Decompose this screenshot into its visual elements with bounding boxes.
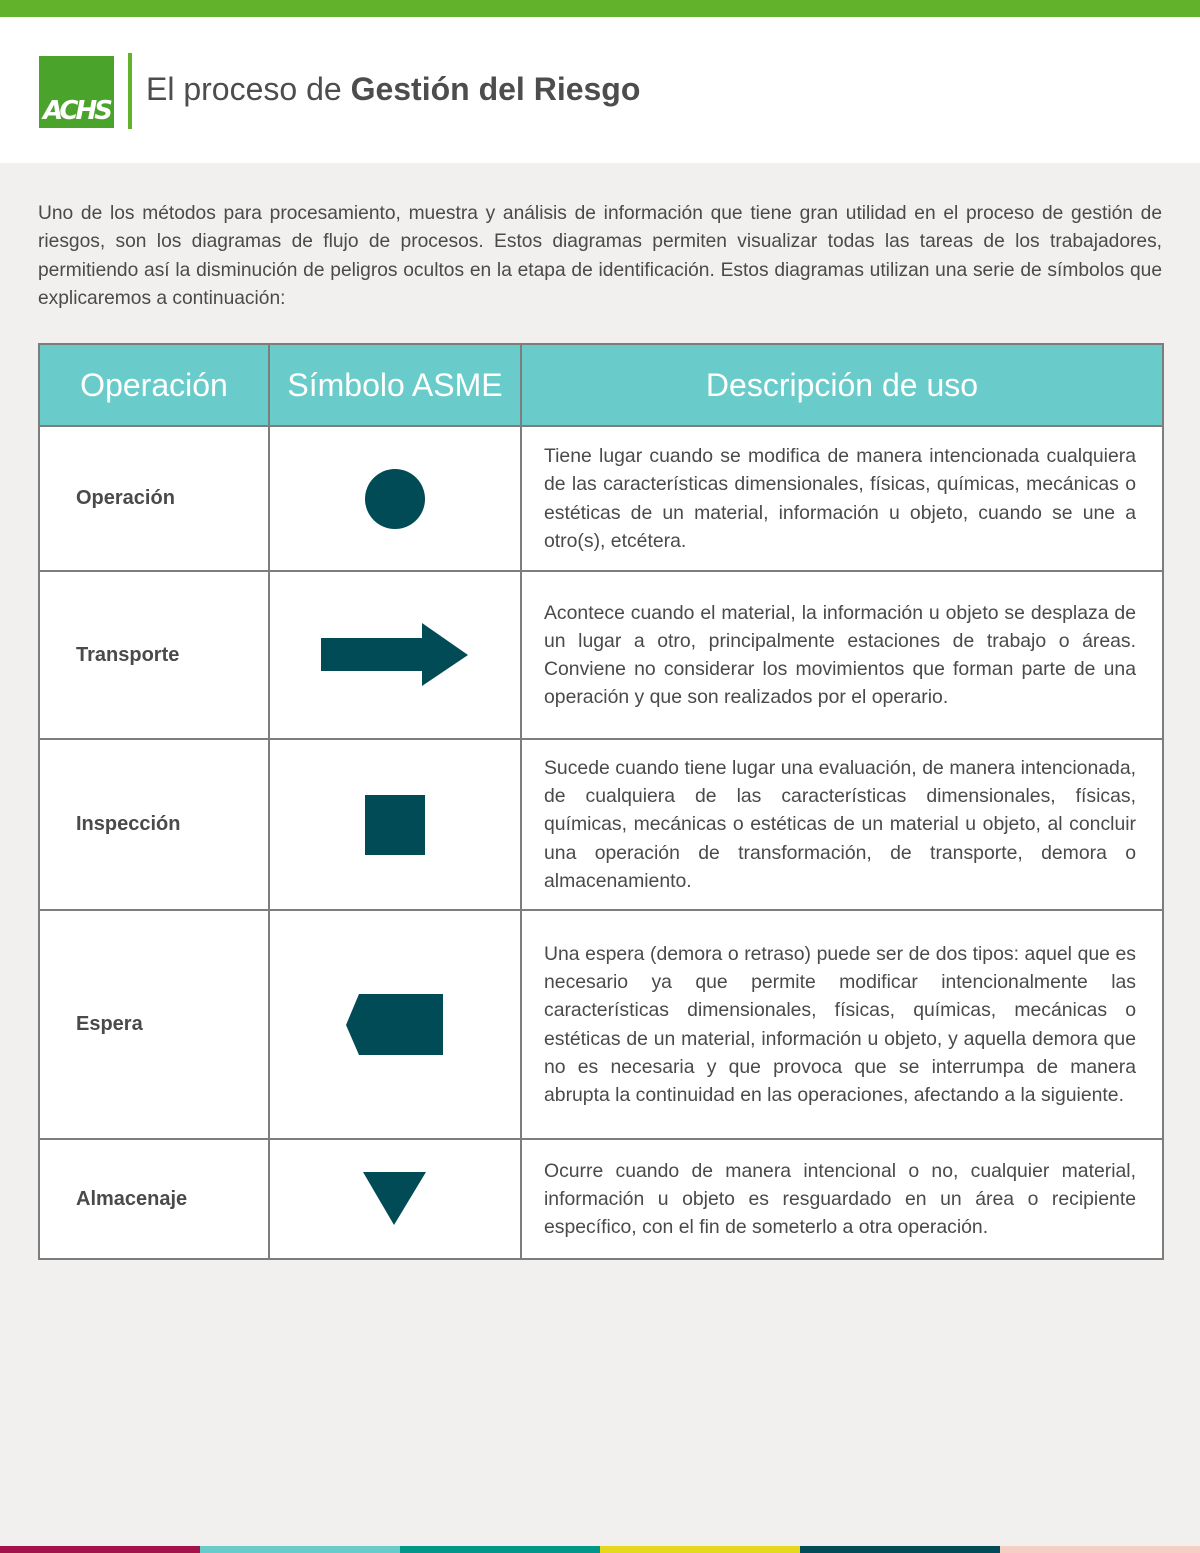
achs-logo-text: ACHS <box>43 96 110 126</box>
header-descripcion: Descripción de uso <box>521 344 1163 426</box>
page-header <box>0 17 1200 163</box>
table-header-row <box>39 344 1163 426</box>
header-operacion: Operación <box>39 344 269 426</box>
page-title <box>146 71 640 108</box>
table-row <box>39 739 1163 910</box>
header-divider <box>128 53 132 129</box>
table-row <box>39 1139 1163 1259</box>
row-name: Espera <box>39 910 269 1139</box>
row-name: Almacenaje <box>39 1139 269 1259</box>
row-name: Transporte <box>39 571 269 739</box>
stripe-dark-teal <box>800 1546 1000 1553</box>
row-symbol <box>269 571 521 739</box>
bottom-color-stripes <box>0 1546 1200 1553</box>
stripe-light-teal <box>200 1546 400 1553</box>
page-title-bold: Gestión del Riesgo <box>350 71 641 107</box>
header-simbolo-asme: Símbolo ASME <box>269 344 521 426</box>
page-title-regular: El proceso de <box>146 71 351 107</box>
square-symbol-icon <box>365 795 425 855</box>
row-name: Inspección <box>39 739 269 910</box>
row-description: Sucede cuando tiene lugar una evaluación, de manera intencionada, de cualquiera de las características dimensionales, físicas, químicas, mecánicas o estéticas de un material u objeto, al concluir una operación de transformación, de transporte, demora o almacenamiento. <box>521 739 1163 910</box>
top-green-bar <box>0 0 1200 17</box>
row-description: Acontece cuando el material, la información u objeto se desplaza de un lugar a otro, principalmente estaciones de trabajo o áreas. Conviene no considerar los movimientos que forman parte de una operación y que son realizados por el operario. <box>521 571 1163 739</box>
stripe-crimson <box>0 1546 200 1553</box>
row-symbol <box>269 910 521 1139</box>
table-row <box>39 426 1163 571</box>
row-symbol <box>269 426 521 571</box>
stripe-yellow <box>600 1546 800 1553</box>
circle-symbol-icon <box>364 468 426 530</box>
table-row <box>39 910 1163 1139</box>
stripe-teal <box>400 1546 600 1553</box>
delay-d-symbol-icon <box>346 994 444 1056</box>
stripe-peach <box>1000 1546 1200 1553</box>
arrow-symbol-icon <box>321 623 469 687</box>
row-description: Una espera (demora o retraso) puede ser de dos tipos: aquel que es necesario ya que permite modificar intencionalmente las características dimensionales, físicas, químicas, mecánicas o estéticas de un material, información u objeto, y aquella demora que no es necesaria y que provoca que se interrumpa de manera abrupta la continuidad en las operaciones, afectando a la siguiente. <box>521 910 1163 1139</box>
row-description: Tiene lugar cuando se modifica de manera intencionada cualquiera de las características dimensionales, físicas, químicas, mecánicas o estéticas de un material, información u objeto, cuando se une a otro(s), etcétera. <box>521 426 1163 571</box>
inverted-triangle-symbol-icon <box>363 1172 427 1226</box>
row-description: Ocurre cuando de manera intencional o no, cualquier material, información u objeto es resguardado en un área o recipiente específico, con el fin de someterlo a otra operación. <box>521 1139 1163 1259</box>
asme-symbols-table <box>38 343 1164 1260</box>
table-row <box>39 571 1163 739</box>
intro-paragraph: Uno de los métodos para procesamiento, muestra y análisis de información que tiene gran utilidad en el proceso de gestión de riesgos, son los diagramas de flujo de procesos. Estos diagramas permiten visualizar todas las tareas de los trabajadores, permitiendo así la disminución de peligros ocultos en la etapa de identificación. Estos diagramas utilizan una serie de símbolos que explicaremos a continuación: <box>38 203 1162 310</box>
row-symbol <box>269 1139 521 1259</box>
row-name: Operación <box>39 426 269 571</box>
achs-logo <box>39 56 114 128</box>
row-symbol <box>269 739 521 910</box>
